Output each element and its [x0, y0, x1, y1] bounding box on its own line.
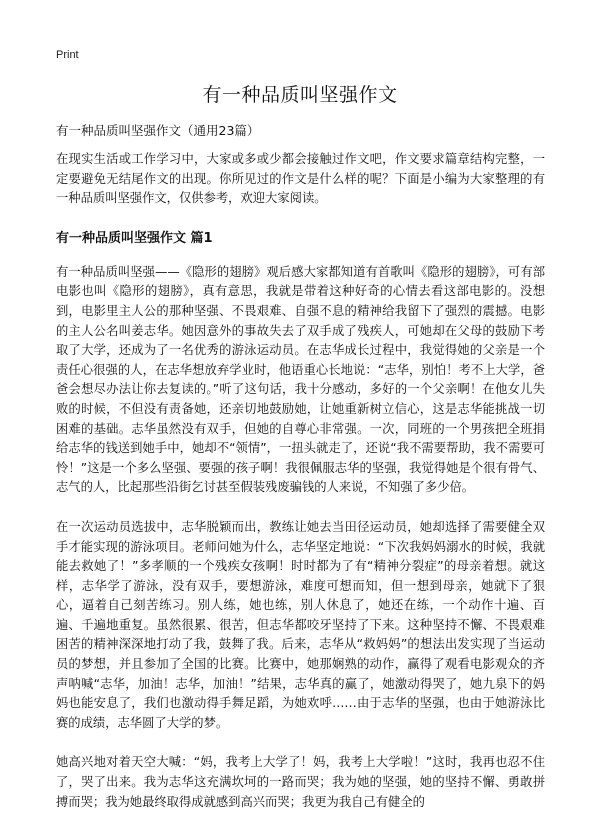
article-content: [56, 150, 545, 828]
intro-paragraph: 在现实生活或工作学习中，大家或多或少都会接触过作文吧，作文要求篇章结构完整，一定要避免无结尾作文的出现。你所见过的作文是什么样的呢？下面是小编为大家整理的有一种品质叫坚强作文，仅供参考，欢迎大家阅读。: [56, 152, 545, 206]
section-heading: 有一种品质叫坚强作文 篇1: [56, 230, 213, 246]
print-link[interactable]: Print: [56, 49, 79, 61]
page-title: 有一种品质叫坚强作文: [202, 84, 398, 106]
body-paragraph-1: 有一种品质叫坚强——《隐形的翅膀》观后感大家都知道有首歌叫《隐形的翅膀》，可有部电影也叫《隐形的翅膀》，真有意思，我就是带着这种好奇的心情去看这部电影的。没想到，电影里主人公的那种坚强、不畏艰难、自强不息的精神给我留下了强烈的震撼。电影的主人公名叫姜志华。她因意外的事故失去了双手成了残疾人，可她却在父母的鼓励下考取了大学，还成为了一名优秀的游泳运动员。在志华成长过程中，我觉得她的父亲是一个责任心很强的人，在志华想放弃学业时，他语重心长地说：“志华，别怕！考不上大学，爸爸会想尽办法让你去复读的。”听了这句话，我十分感动，多好的一个父亲啊！在他女儿失败的时候，不但没有责备她，还亲切地鼓励她，让她重新树立信心，这是志华能挑战一切困难的基础。志华虽然没有双手，但她的自尊心非常强。一次，同班的一个男孩把全班捐给志华的钱送到她手中，她却不“领情”，一扭头就走了，还说“我不需要帮助，我不需要可怜！”这是一个多么坚强、要强的孩子啊！我很佩服志华的坚强，我觉得她是个很有骨气、志气的人，比起那些沿街乞讨甚至假装残废骗钱的人来说，不知强了多少倍。: [56, 264, 545, 495]
body-paragraph-3: 她高兴地对着天空大喊：“妈，我考上大学了！妈，我考上大学啦！”这时，我再也忍不住了，哭了出来。我为志华这充满坎坷的一路而哭；我为她的坚强，她的坚持不懈、勇敢拼搏而哭；我为她最终取得成就感到高兴而哭；我更为我自己有健全的: [56, 755, 545, 809]
article-subtitle: 有一种品质叫坚强作文（通用23篇）: [56, 123, 260, 138]
body-paragraph-2: 在一次运动员选拔中，志华脱颖而出，教练让她去当田径运动员，她却选择了需要健全双手才能实现的游泳项目。老师问她为什么，志华坚定地说：“下次我妈妈溺水的时候，我就能去救她了！”多孝顺的一个残疾女孩啊！时时都为了有“精神分裂症”的母亲着想。就这样，志华学了游泳，没有双手，要想游泳，难度可想而知，但一想到母亲，她就下了狠心，逼着自己刻苦练习。别人练，她也练，别人休息了，她还在练，一个动作十遍、百遍、千遍地重复。虽然很累、很苦，但志华都咬牙坚持了下来。这种坚持不懈、不畏艰难困苦的精神深深地打动了我，鼓舞了我。后来，志华从“救妈妈”的想法出发实现了当运动员的梦想，并且参加了全国的比赛。比赛中，她那娴熟的动作，赢得了观看电影观众的齐声呐喊“志华，加油！志华，加油！”结果，志华真的赢了，她激动得哭了，她九泉下的妈妈也能安息了，我们也激动得手舞足蹈，为她欢呼……由于志华的坚强，也由于她游泳比赛的成绩，志华圆了大学的梦。: [56, 519, 545, 730]
